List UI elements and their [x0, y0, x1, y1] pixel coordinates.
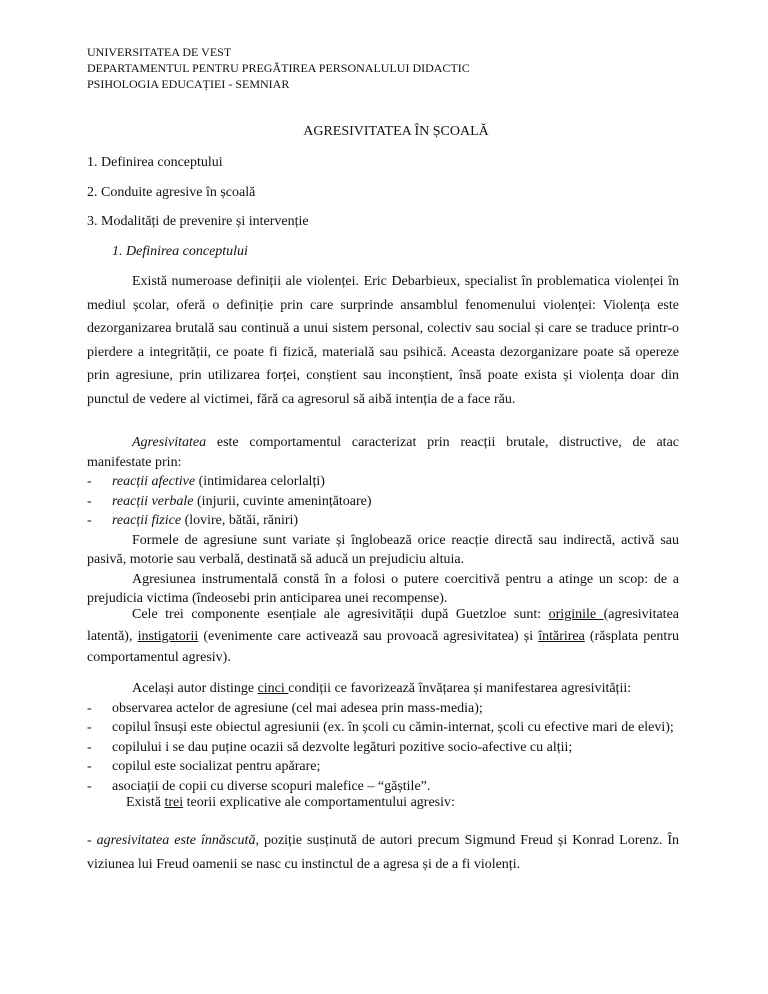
term-originile: originile [548, 607, 604, 622]
aggressiveness-section [87, 433, 679, 609]
document-title: AGRESIVITATEA ÎN ȘCOALĂ [303, 124, 489, 139]
paragraph-aggression-forms: Formele de agresiune sunt variate și înglobează orice reacție directă sau indirectă, activă sau pasivă, motorie sau verbală, destinată să aducă un prejudiciu altuia. [87, 532, 679, 567]
reaction-item-affective: - reacții afective (intimidarea celorlalți) [87, 474, 325, 489]
section-1-heading: 1. Definirea conceptului [112, 244, 248, 259]
institution-header [87, 44, 470, 92]
term-trei: trei [164, 795, 184, 810]
toc-item-3: 3. Modalități de prevenire și intervenție [87, 214, 309, 229]
condition-item: - copilului i se dau puține ocazii să dezvolte legături pozitive socio-afective cu alții; [87, 739, 573, 755]
header-university: UNIVERSITATEA DE VEST [87, 45, 232, 59]
paragraph-aggressiveness-definition [87, 433, 679, 472]
condition-item: - observarea actelor de agresiune (cel mai adesea prin mass-media); [87, 700, 483, 716]
reaction-item-physical: - reacții fizice (lovire, bătăi, răniri) [87, 513, 299, 528]
paragraph-five-conditions: Același autor distinge cinci condiții ce favorizează învățarea și manifestarea agresivității: [132, 681, 632, 696]
toc-item-1: 1. Definirea conceptului [87, 155, 223, 170]
header-course: PSIHOLOGIA EDUCAȚIEI - SEMNIAR [87, 77, 290, 91]
paragraph-innate-aggressiveness: - agresivitatea este înnăscută, poziție susținută de autori precum Sigmund Freud și Konrad Lorenz. În viziunea lui Freud oamenii se nasc cu instinctul de a agresa și de a fi violenți. [87, 833, 679, 872]
reaction-item-verbal: - reacții verbale (injurii, cuvinte amenințătoare) [87, 493, 372, 509]
condition-item: - copilul este socializat pentru apărare; [87, 759, 321, 774]
reaction-term: reacții afective [112, 474, 196, 489]
conditions-section [87, 679, 679, 813]
header-department: DEPARTAMENTUL PENTRU PREGĂTIREA PERSONALULUI DIDACTIC [87, 61, 470, 75]
paragraph-violence-definition: Există numeroase definiții ale violenței. Eric Debarbieux, specialist în problematica violenței în mediul școlar, oferă o definiție prin care surprinde ansamblul fenomenului violenței: Violența este dezorganizarea brutală sau continuă a unui sistem personal, colectiv sau social și care se traduce printr-o pierdere a integrității, ce poate fi fizică, materială sau psihică. Aceasta dezorganizare poate să opereze prin agresiune, prin utilizarea forței, conștient sau inconștient, însă poate exista și violența doar din punctul de vedere al victimei, fără ca agresorul să aibă intenția de a face rău. [87, 274, 679, 407]
reaction-term: reacții verbale [112, 493, 194, 509]
term-cinci: cinci [257, 681, 289, 696]
paragraph-guetzloe-components: Cele trei componente esențiale ale agresivității după Guetzloe sunt: originile (agresivitatea latentă), instigatorii (evenimente care activează sau provoacă agresivitatea) și întărirea (răsplata pentru comportamentul agresiv). [87, 607, 679, 666]
term-agresivitatea: Agresivitatea [132, 435, 207, 450]
term-intarirea: întărirea [538, 628, 585, 644]
condition-item: - asociații de copii cu diverse scopuri malefice – “găștile”. [87, 778, 431, 794]
condition-item: - copilul însuși este obiectul agresiunii (ex. în școli cu cămin-internat, școli cu efective mari de elevi); [87, 720, 674, 735]
term-instigatorii: instigatorii [137, 628, 199, 644]
term-innate: agresivitatea este înnăscută [96, 833, 256, 848]
paragraph-instrumental-aggression: Agresiunea instrumentală constă în a folosi o putere coercitivă pentru a atinge un scop: de a prejudicia victima (îndeosebi prin anticiparea unei recompense). [87, 571, 679, 606]
reaction-term: reacții fizice [112, 513, 182, 528]
paragraph-three-theories: Există trei teorii explicative ale comportamentului agresiv: [126, 795, 455, 810]
aggressiveness-definition-text: este comportamentul caracterizat prin reacții brutale, distructive, de atac manifestate prin: [87, 435, 679, 470]
toc-item-2: 2. Conduite agresive în școală [87, 185, 256, 200]
